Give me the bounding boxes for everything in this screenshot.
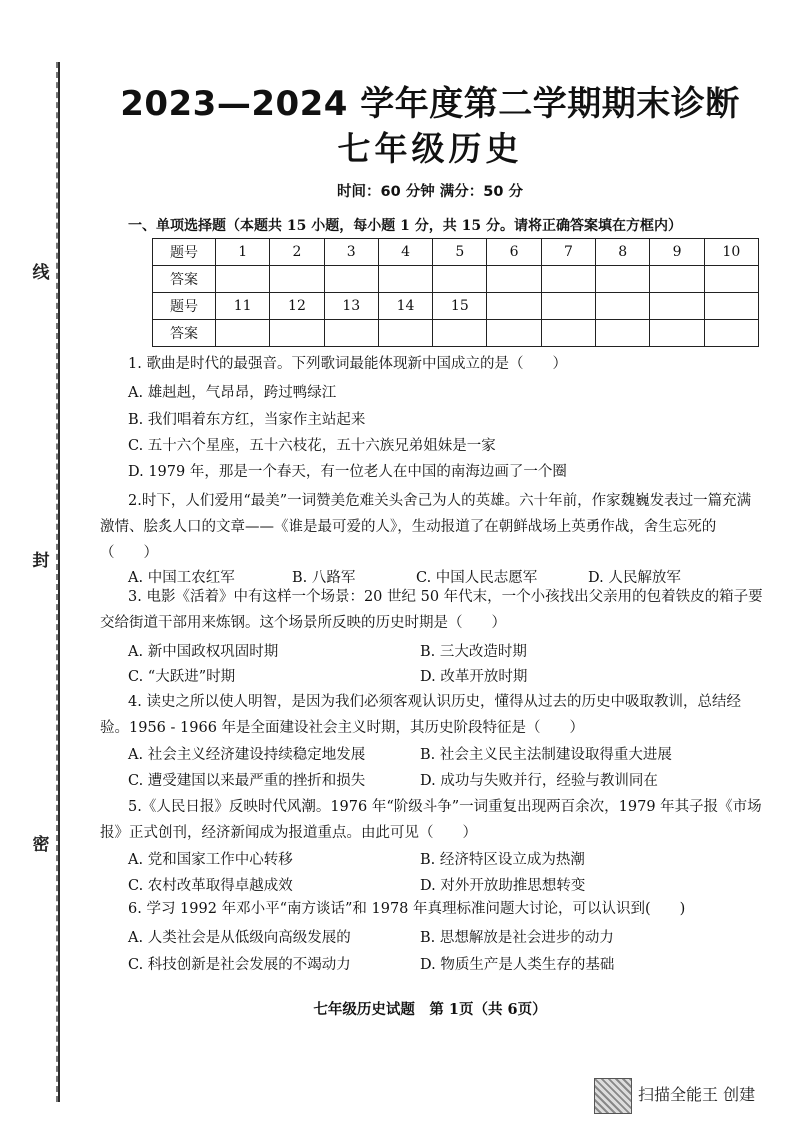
exam-subject: 七年级历史	[337, 129, 523, 168]
question-option: A. 新中国政权巩固时期	[128, 644, 279, 660]
table-cell	[650, 293, 704, 320]
table-row	[153, 266, 759, 293]
answer-cell[interactable]	[704, 266, 758, 293]
table-cell	[704, 320, 758, 347]
question-option: A. 人类社会是从低级向高级发展的	[128, 930, 351, 946]
question-stem: 1. 歌曲是时代的最强音。下列歌词最能体现新中国成立的是（ ）	[128, 356, 567, 372]
question-option: B. 社会主义民主法制建设取得重大进展	[420, 747, 672, 763]
question-stem: 4. 读史之所以使人明智，是因为我们必须客观认识历史，懂得从过去的历史中吸取教训，总结经验。1956 - 1966 年是全面建设社会主义时期，其历史阶段特征是（ ）	[100, 694, 741, 736]
table-cell	[487, 293, 541, 320]
scanner-watermark: 扫描全能王 创建	[638, 1085, 756, 1104]
table-cell	[487, 320, 541, 347]
answer-cell[interactable]	[324, 320, 378, 347]
answer-cell[interactable]	[378, 266, 432, 293]
question-option: D. 成功与失败并行，经验与教训同在	[420, 773, 658, 789]
question-option: A. 雄赳赳，气昂昂，跨过鸭绿江	[128, 385, 337, 401]
table-cell-label: 答案	[153, 266, 216, 293]
question-option: A. 社会主义经济建设持续稳定地发展	[128, 747, 366, 763]
answer-cell[interactable]	[216, 266, 270, 293]
question-option: C. “大跃进”时期	[128, 669, 236, 685]
binding-char-secret: 密	[32, 835, 50, 855]
table-cell: 8	[596, 239, 650, 266]
table-cell: 6	[487, 239, 541, 266]
question-option: B. 三大改造时期	[420, 644, 527, 660]
question-option: D. 人民解放军	[588, 570, 681, 586]
answer-cell[interactable]	[487, 266, 541, 293]
table-row	[153, 320, 759, 347]
binding-solid-line	[58, 62, 60, 1102]
table-cell	[596, 293, 650, 320]
answer-cell[interactable]	[433, 320, 487, 347]
question-stem: 2.时下，人们爱用“最美”一词赞美危难关头舍己为人的英雄。六十年前，作家魏巍发表过一篇充满激情、脍炙人口的文章——《谁是最可爱的人》，生动报道了在朝鲜战场上英勇作战，舍生忘死的（ ）	[100, 493, 752, 561]
question-option: B. 我们唱着东方红，当家作主站起来	[128, 412, 366, 428]
table-cell	[596, 320, 650, 347]
table-cell: 1	[216, 239, 270, 266]
question-option: C. 遭受建国以来最严重的挫折和损失	[128, 773, 366, 789]
table-cell	[650, 320, 704, 347]
table-cell: 13	[324, 293, 378, 320]
question-option: B. 八路军	[292, 570, 356, 586]
qr-code-icon	[594, 1078, 632, 1114]
table-cell: 11	[216, 293, 270, 320]
answer-cell[interactable]	[378, 320, 432, 347]
question-option: D. 对外开放助推思想转变	[420, 878, 586, 894]
exam-time-score: 时间：60 分钟 满分：50 分	[337, 184, 523, 200]
table-cell: 3	[324, 239, 378, 266]
answer-table	[152, 238, 759, 347]
table-cell: 5	[433, 239, 487, 266]
table-cell	[541, 320, 595, 347]
table-cell: 4	[378, 239, 432, 266]
question-option: B. 思想解放是社会进步的动力	[420, 930, 614, 946]
answer-cell[interactable]	[596, 266, 650, 293]
table-cell-label: 题号	[153, 293, 216, 320]
table-cell-label: 答案	[153, 320, 216, 347]
answer-cell[interactable]	[270, 266, 324, 293]
page-footer: 七年级历史试题 第 1页（共 6页）	[313, 1001, 547, 1018]
question-option: C. 科技创新是社会发展的不竭动力	[128, 957, 351, 973]
question-option: B. 经济特区设立成为热潮	[420, 852, 585, 868]
table-cell: 12	[270, 293, 324, 320]
table-row	[153, 239, 759, 266]
table-cell: 9	[650, 239, 704, 266]
binding-char-line: 线	[32, 263, 50, 283]
exam-title: 2023—2024 学年度第二学期期末诊断	[120, 84, 740, 124]
table-cell	[541, 293, 595, 320]
question-option: D. 改革开放时期	[420, 669, 528, 685]
question-option: D. 物质生产是人类生存的基础	[420, 957, 615, 973]
question-option: C. 农村改革取得卓越成效	[128, 878, 293, 894]
answer-cell[interactable]	[270, 320, 324, 347]
table-cell: 14	[378, 293, 432, 320]
answer-cell[interactable]	[433, 266, 487, 293]
question-option: C. 中国人民志愿军	[416, 570, 538, 586]
answer-cell[interactable]	[541, 266, 595, 293]
question-stem: 5.《人民日报》反映时代风潮。1976 年“阶级斗争”一词重复出现两百余次，1979 年其子报《市场报》正式创刊，经济新闻成为报道重点。由此可见（ ）	[100, 799, 762, 841]
question-option: C. 五十六个星座，五十六枝花，五十六族兄弟姐妹是一家	[128, 438, 496, 454]
table-row	[153, 293, 759, 320]
section-heading: 一、单项选择题（本题共 15 小题，每小题 1 分，共 15 分。请将正确答案填在方框内）	[128, 218, 682, 234]
table-cell-label: 题号	[153, 239, 216, 266]
question-stem: 6. 学习 1992 年邓小平“南方谈话”和 1978 年真理标准问题大讨论，可以认识到( )	[128, 901, 686, 917]
answer-cell[interactable]	[216, 320, 270, 347]
question-option: D. 1979 年，那是一个春天，有一位老人在中国的南海边画了一个圈	[128, 464, 567, 480]
question-option: A. 中国工农红军	[128, 570, 235, 586]
table-cell: 2	[270, 239, 324, 266]
answer-cell[interactable]	[324, 266, 378, 293]
table-cell: 10	[704, 239, 758, 266]
table-cell: 7	[541, 239, 595, 266]
question-stem: 3. 电影《活着》中有这样一个场景：20 世纪 50 年代末，一个小孩找出父亲用的包着铁皮的箱子要交给街道干部用来炼钢。这个场景所反映的历史时期是（ ）	[100, 589, 763, 631]
answer-cell[interactable]	[650, 266, 704, 293]
question-option: A. 党和国家工作中心转移	[128, 852, 293, 868]
table-cell: 15	[433, 293, 487, 320]
binding-char-seal: 封	[32, 551, 50, 571]
table-cell	[704, 293, 758, 320]
